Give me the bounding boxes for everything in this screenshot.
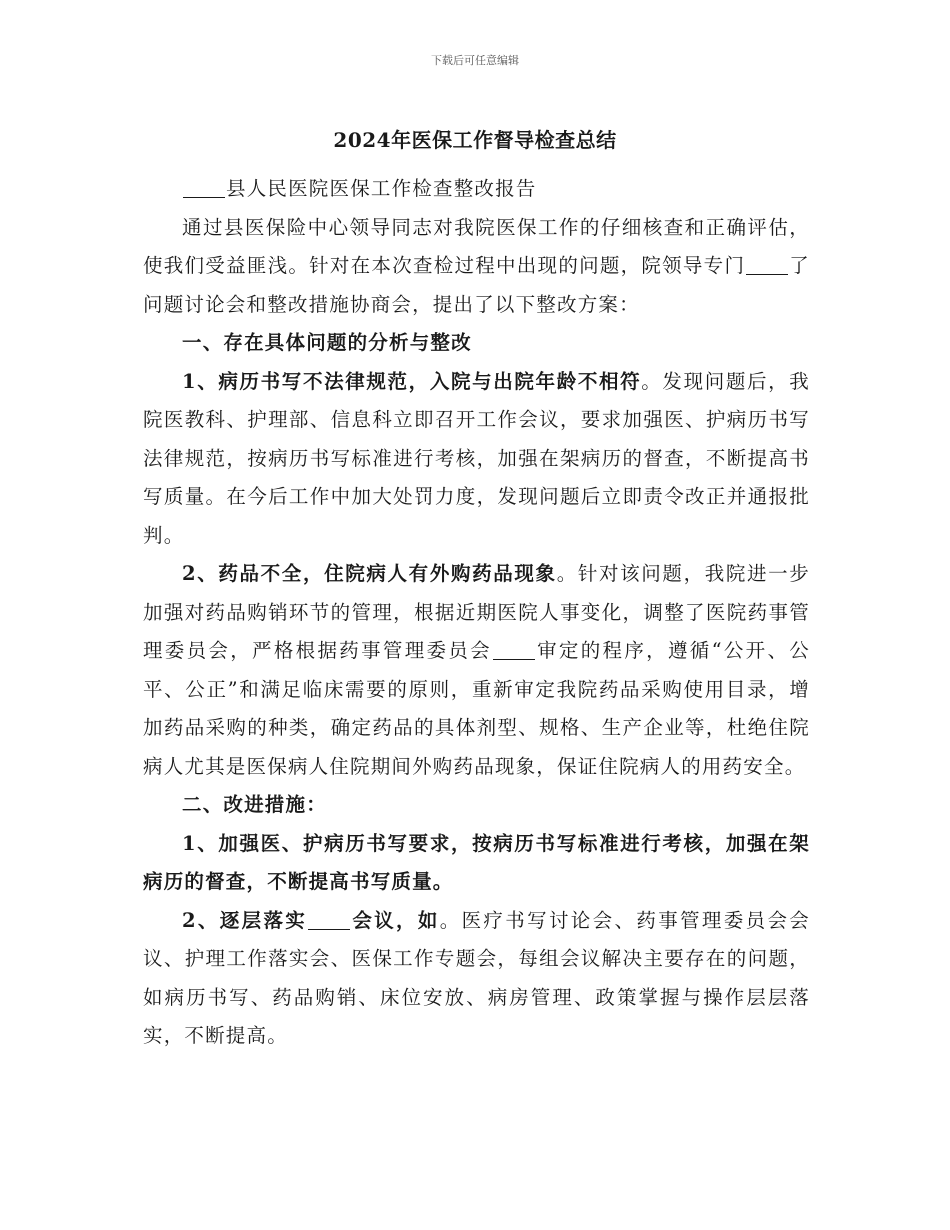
section-heading-1: 一、存在具体问题的分析与整改 [182, 331, 472, 354]
document-body [143, 170, 810, 1056]
section-heading-2: 二、改进措施： [182, 793, 327, 816]
document-title: 2024年医保工作督导检查总结 [333, 128, 617, 152]
blank-underline [183, 177, 225, 198]
blank-underline [308, 909, 350, 930]
header-note: 下载后可任意编辑 [431, 54, 519, 67]
report-subtitle: 县人民医院医保工作检查整改报告 [143, 170, 810, 209]
blank-underline [493, 639, 535, 660]
issue-1-paragraph: 1、病历书写不法律规范，入院与出院年龄不相符。发现问题后，我院医教科、护理部、信息科立即召开工作会议，要求加强医、护病历书写法律规范，按病历书写标准进行考核，加强在架病历的督查，不断提高书写质量。在今后工作中加大处罚力度，发现问题后立即责令改正并通报批判。 [143, 369, 811, 547]
measure-2-paragraph: 2、逐层落实 会议，如。医疗书写讨论会、药事管理委员会会议、护理工作落实会、医保工作专题会，每组会议解决主要存在的问题，如病历书写、药品购销、床位安放、病房管理、政策掌握与操作层层落实，不断提高。 [143, 908, 810, 1047]
blank-underline [746, 254, 788, 275]
intro-paragraph: 通过县医保险中心领导同志对我院医保工作的仔细核查和正确评估，使我们受益匪浅。针对在本次查检过程中出现的问题，院领导专门 了问题讨论会和整改措施协商会，提出了以下整改方案： [143, 215, 810, 316]
measure-1-paragraph: 1、加强医、护病历书写要求，按病历书写标准进行考核，加强在架病历的督查，不断提高书写质量。 [143, 831, 810, 893]
issue-2-paragraph: 2、药品不全，住院病人有外购药品现象。针对该问题，我院进一步加强对药品购销环节的管理，根据近期医院人事变化，调整了医院药事管理委员会，严格根据药事管理委员会 审定的程序，遵循“公开、公平、公正”和满足临床需要的原则，重新审定我院药品采购使用目录，增加药品采购的种类，确定药品的具体剂型、规格、生产企业等，杜绝住院病人尤其是医保病人住院期间外购药品现象，保证住院病人的用药安全。 [143, 562, 811, 778]
